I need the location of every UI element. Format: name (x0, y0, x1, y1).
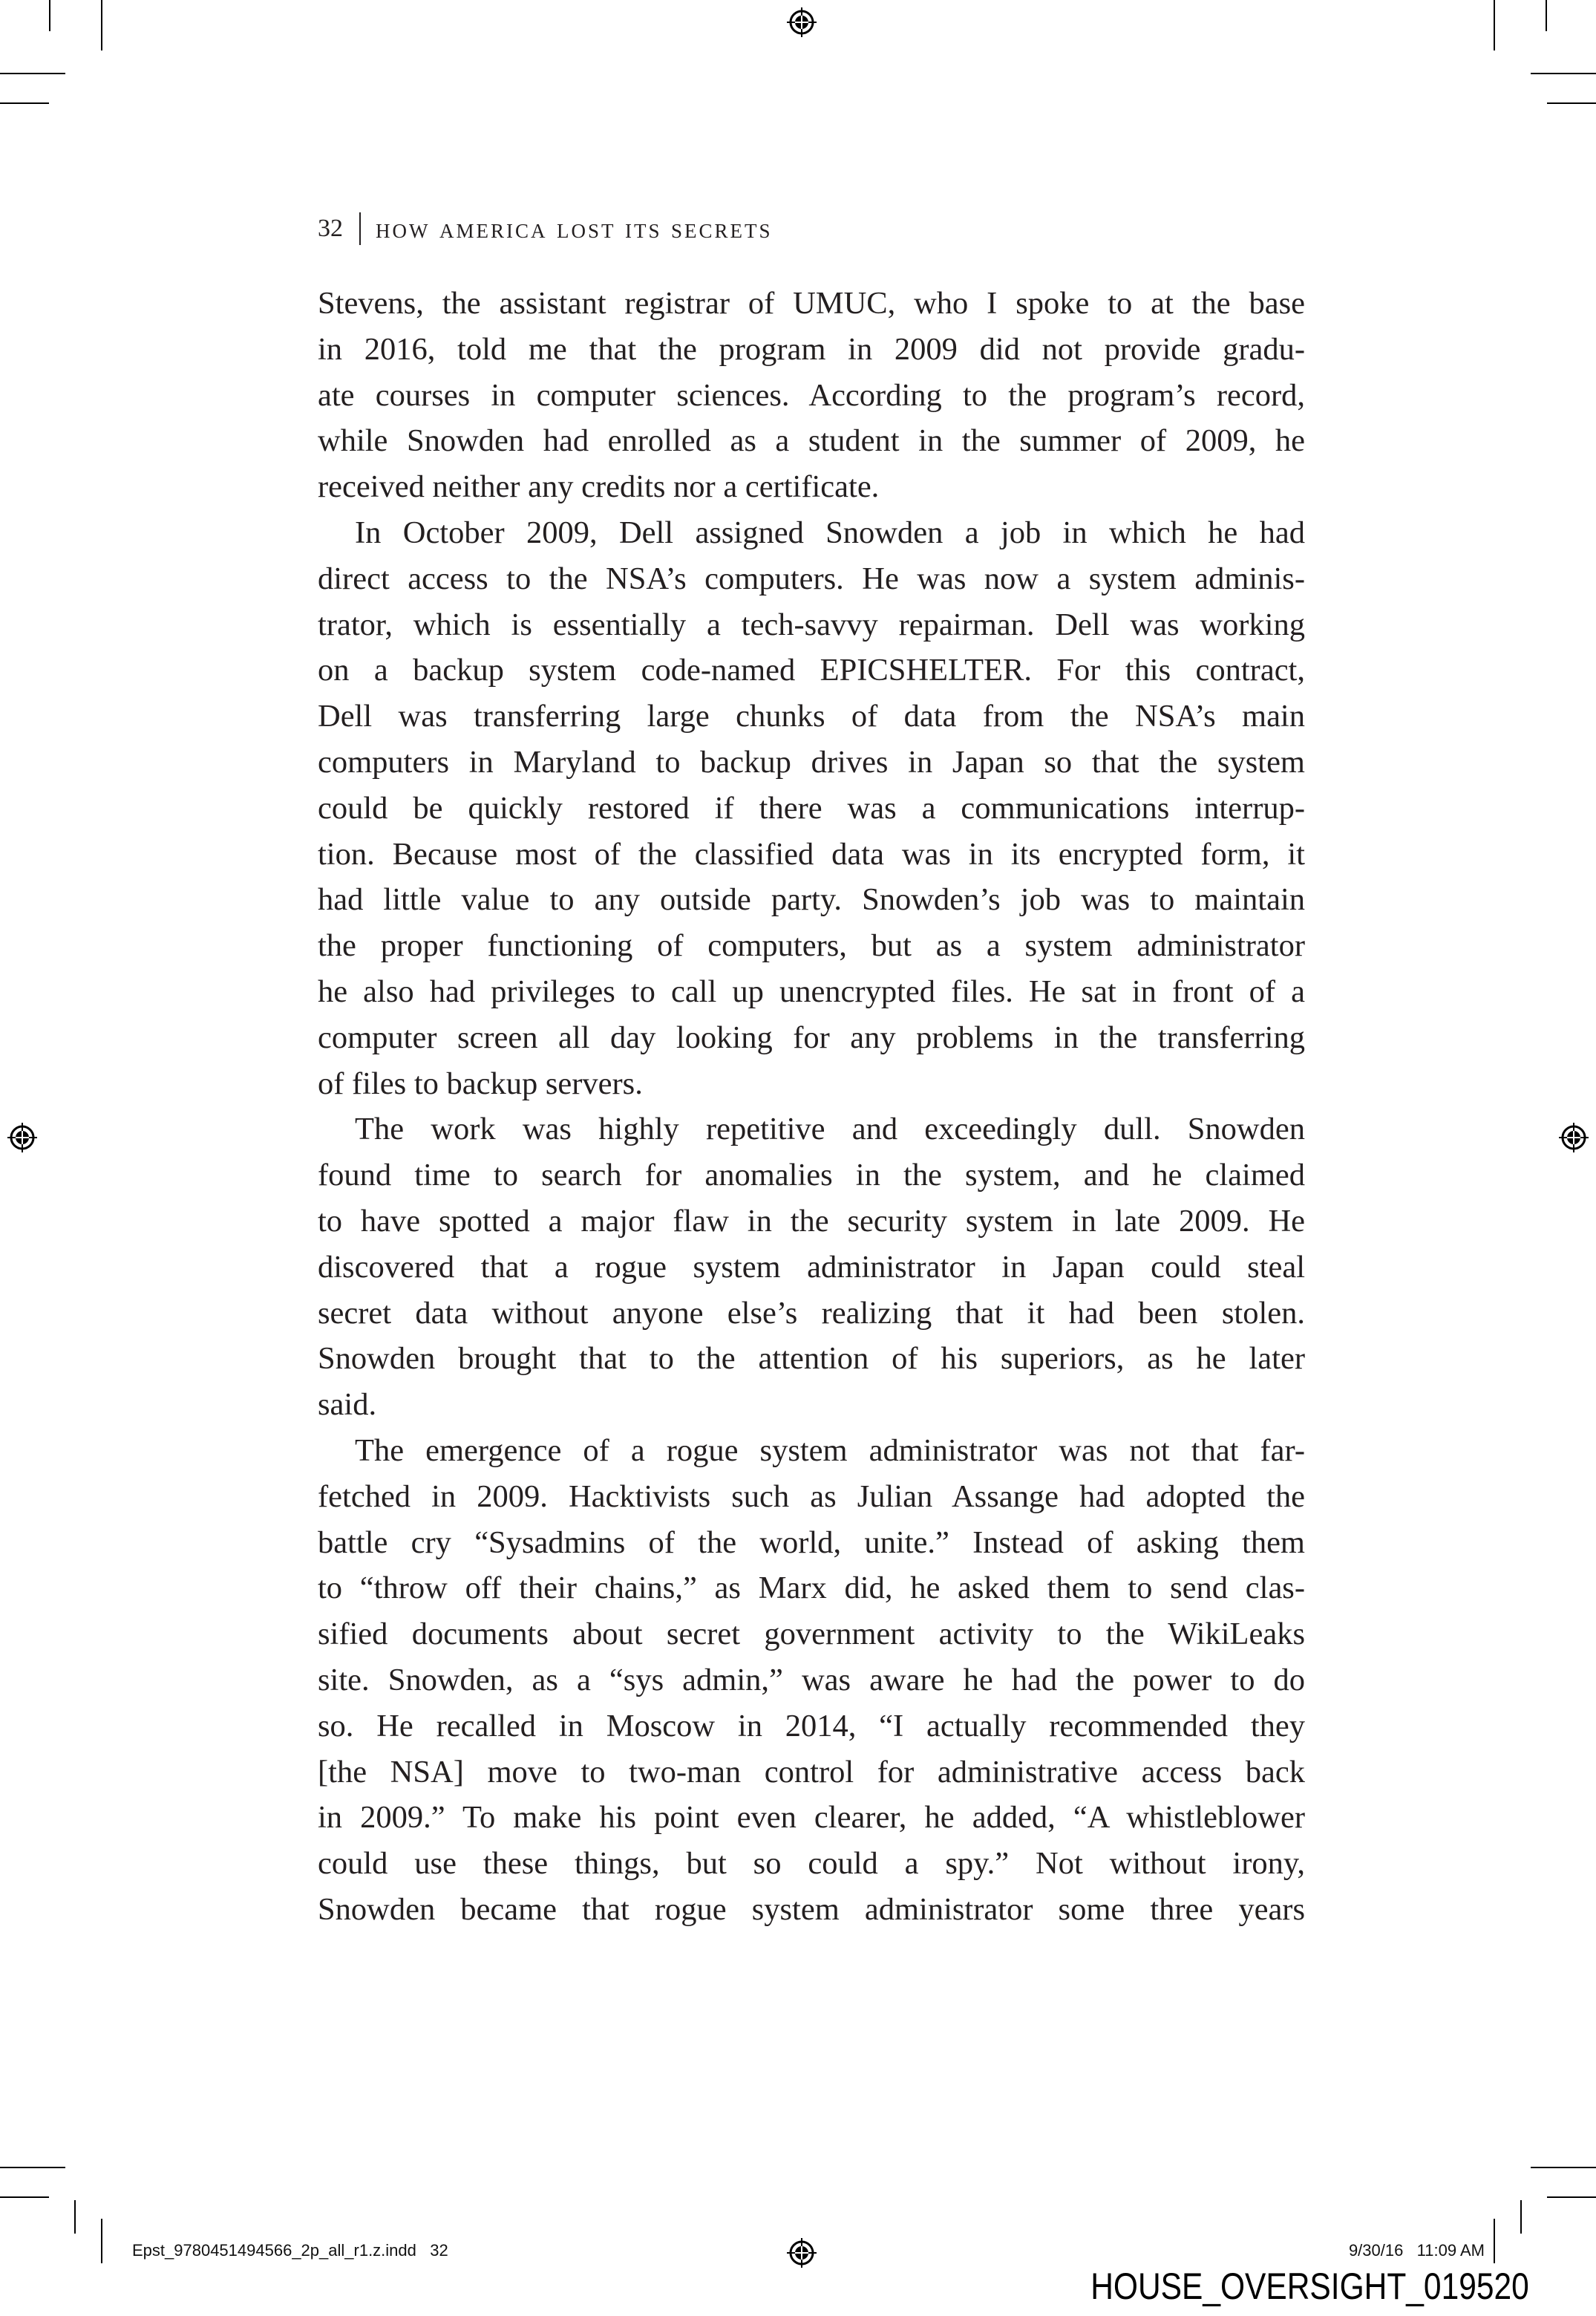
text-line: The emergence of a rogue system administrator was not that far- (355, 1433, 1305, 1468)
text-line: Snowden became that rogue system administrator some three years (318, 1892, 1305, 1927)
text-line: said. (318, 1387, 377, 1423)
registration-mark-icon (7, 1123, 37, 1152)
crop-mark (0, 2167, 65, 2168)
text-line: battle cry “Sysadmins of the world, unite.” Instead of asking them (318, 1524, 1305, 1560)
text-line: [the NSA] move to two-man control for administrative access back (318, 1754, 1305, 1790)
crop-mark (0, 2196, 49, 2198)
text-line: site. Snowden, as a “sys admin,” was aware he had the power to do (318, 1663, 1305, 1697)
page-number: 32 (318, 215, 343, 242)
text-line: Stevens, the assistant registrar of UMUC, who I spoke to at the base (318, 286, 1305, 321)
text-line: Dell was transferring large chunks of data from the NSA’s main (318, 699, 1305, 734)
text-line: trator, which is essentially a tech-savvy repairman. Dell was working (318, 607, 1305, 642)
text-line: of files to backup servers. (318, 1066, 643, 1101)
text-line: discovered that a rogue system administrator in Japan could steal (318, 1249, 1305, 1285)
text-line: on a backup system code-named EPICSHELTER. For this contract, (318, 653, 1305, 688)
text-line: fetched in 2009. Hacktivists such as Julian Assange had adopted the (318, 1478, 1305, 1514)
text-line: he also had privileges to call up unencrypted files. He sat in front of a (318, 974, 1305, 1009)
text-line: computer screen all day looking for any problems in the transferring (318, 1020, 1305, 1055)
text-line: The work was highly repetitive and exceedingly dull. Snowden (355, 1112, 1305, 1147)
text-line: Snowden brought that to the attention of his superiors, as he later (318, 1341, 1305, 1377)
running-title: how america lost its secrets (376, 213, 773, 244)
registration-mark-icon (787, 2238, 817, 2268)
crop-mark (101, 0, 102, 50)
file-slug: Epst_9780451494566_2p_all_r1.z.indd 32 (132, 2241, 448, 2260)
text-line: so. He recalled in Moscow in 2014, “I actually recommended they (318, 1708, 1305, 1743)
text-line: secret data without anyone else’s realizing that it had been stolen. (318, 1295, 1305, 1331)
text-line: found time to search for anomalies in the system, and he claimed (318, 1158, 1305, 1193)
text-line: ate courses in computer sciences. According to the program’s record, (318, 377, 1305, 413)
text-line: sified documents about secret government activity to the WikiLeaks (318, 1617, 1305, 1652)
crop-mark (0, 102, 49, 104)
registration-mark-icon (1559, 1123, 1589, 1152)
crop-mark (101, 2219, 102, 2263)
text-line: could be quickly restored if there was a communications interrup- (318, 790, 1305, 826)
crop-mark (1520, 2200, 1522, 2234)
running-head (318, 212, 773, 245)
crop-mark (0, 73, 65, 74)
crop-mark (1494, 0, 1495, 50)
text-line: to “throw off their chains,” as Marx did, he asked them to send clas- (318, 1570, 1305, 1606)
print-timestamp: 9/30/16 11:09 AM (1348, 2241, 1485, 2260)
text-line: could use these things, but so could a spy.” Not without irony, (318, 1846, 1305, 1882)
text-line: in 2016, told me that the program in 2009 did not provide gradu- (318, 331, 1305, 367)
crop-mark (1547, 2196, 1596, 2198)
text-line: computers in Maryland to backup drives in Japan so that the system (318, 745, 1305, 780)
crop-mark (1494, 2219, 1495, 2263)
text-line: had little value to any outside party. Snowden’s job was to maintain (318, 882, 1305, 918)
crop-mark (1531, 2167, 1596, 2168)
crop-mark (1547, 102, 1596, 104)
crop-mark (1531, 73, 1596, 74)
text-line: direct access to the NSA’s computers. He was now a system adminis- (318, 561, 1305, 596)
text-line: the proper functioning of computers, but as a system administrator (318, 928, 1305, 964)
text-line: tion. Because most of the classified data was in its encrypted form, it (318, 836, 1305, 872)
text-line: in 2009.” To make his point even clearer, he added, “A whistleblower (318, 1800, 1305, 1836)
registration-mark-icon (787, 7, 817, 37)
bates-number: HOUSE_OVERSIGHT_019520 (1090, 2266, 1529, 2307)
crop-mark (1546, 0, 1547, 31)
text-line: In October 2009, Dell assigned Snowden a job in which he had (355, 515, 1305, 550)
text-line: while Snowden had enrolled as a student in the summer of 2009, he (318, 423, 1305, 459)
text-line: received neither any credits nor a certificate. (318, 469, 880, 505)
text-line: to have spotted a major flaw in the security system in late 2009. He (318, 1204, 1305, 1239)
divider (359, 212, 361, 245)
crop-mark (74, 2200, 76, 2234)
crop-mark (49, 0, 50, 31)
